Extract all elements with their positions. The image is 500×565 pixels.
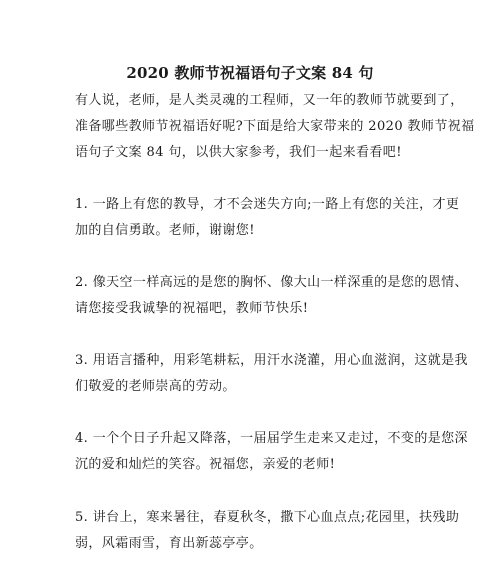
blessing-line: 5. 讲台上，寒来暑往，春夏秋冬，撒下心血点点;花园里，扶残助 <box>75 510 460 525</box>
blessing-line: 沉的爱和灿烂的笑容。祝福您，亲爱的老师! <box>75 457 336 472</box>
blessing-line: 弱，风霜雨雪，育出新蕊亭亭。 <box>75 536 263 551</box>
blessing-line: 们敬爱的老师崇高的劳动。 <box>75 379 236 394</box>
blessing-line: 请您接受我诚挚的祝福吧，教师节快乐! <box>75 301 309 316</box>
intro-line: 语句子文案 84 句，以供大家参考，我们一起来看看吧! <box>75 145 402 160</box>
blessing-line: 3. 用语言播种，用彩笔耕耘，用汗水浇灌，用心血滋润，这就是我 <box>75 353 468 368</box>
blessing-item-5 <box>75 505 460 557</box>
blessing-item-2 <box>75 270 468 322</box>
intro-line: 有人说，老师，是人类灵魂的工程师，又一年的教师节就要到了， <box>75 93 464 108</box>
blessing-line: 加的自信勇敢。老师，谢谢您! <box>75 223 255 238</box>
blessing-item-3 <box>75 348 468 400</box>
intro-paragraph <box>75 88 475 166</box>
blessing-item-1 <box>75 192 460 244</box>
intro-line: 准备哪些教师节祝福语好呢?下面是给大家带来的 2020 教师节祝福 <box>75 119 475 134</box>
blessing-line: 4. 一个个日子升起又降落，一届届学生走来又走过，不变的是您深 <box>75 431 468 446</box>
blessing-line: 1. 一路上有您的教导，才不会迷失方向;一路上有您的关注，才更 <box>75 197 460 212</box>
blessing-line: 2. 像天空一样高远的是您的胸怀、像大山一样深重的是您的恩情、 <box>75 275 468 290</box>
document-title: 2020 教师节祝福语句子文案 84 句 <box>126 64 374 82</box>
blessing-item-4 <box>75 426 468 478</box>
